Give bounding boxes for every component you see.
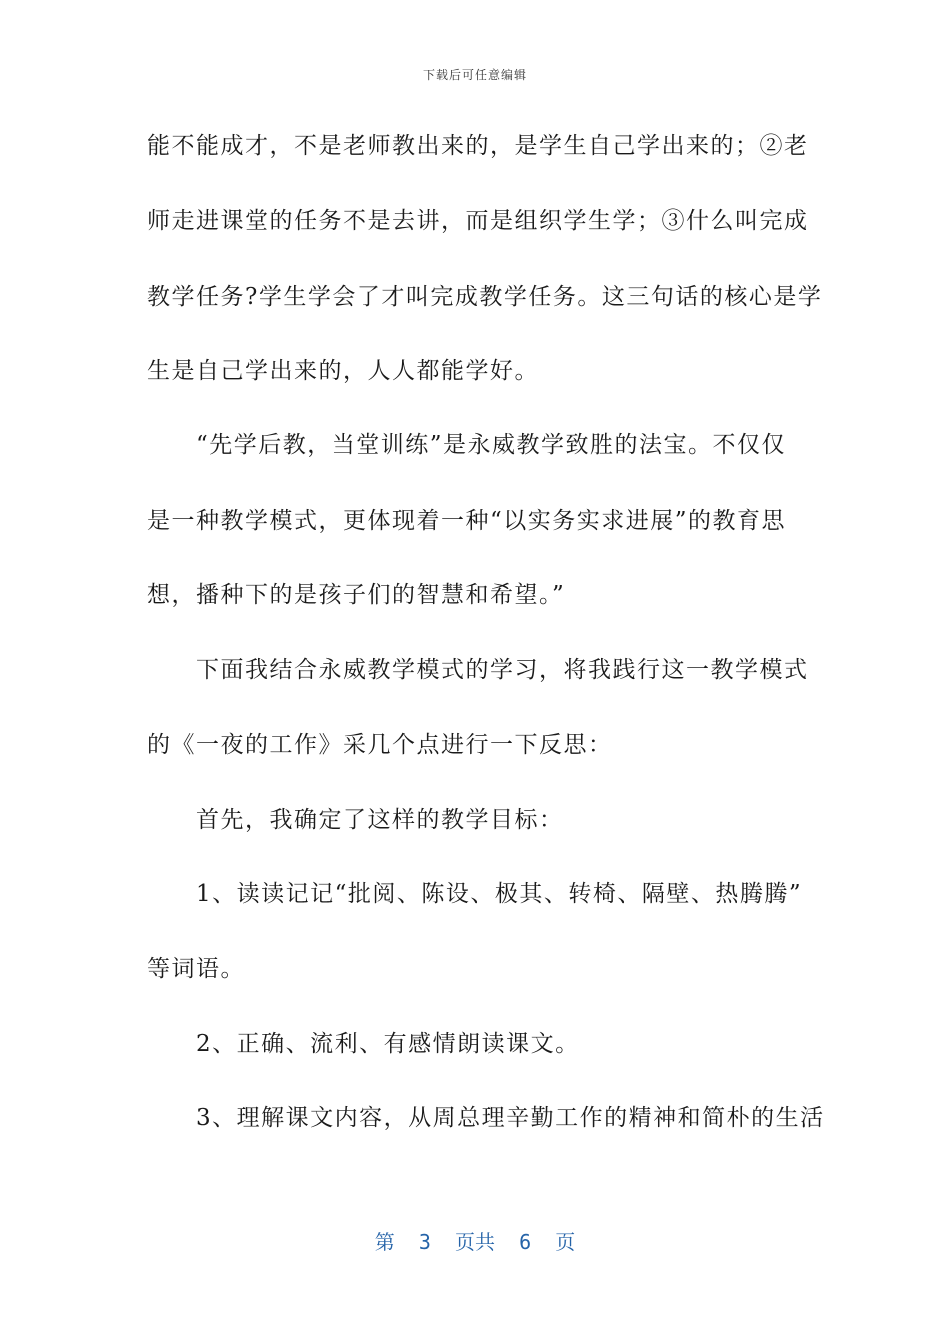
body-line: 3、理解课文内容，从周总理辛勤工作的精神和简朴的生活 [147, 1105, 825, 1131]
page-header-note: 下载后可任意编辑 [422, 68, 527, 82]
body-line: 的《一夜的工作》采几个点进行一下反思： [147, 732, 613, 758]
body-line: 是一种教学模式，更体现着一种“以实务实求进展”的教育思 [147, 508, 787, 534]
body-line: 生是自己学出来的，人人都能学好。 [147, 358, 539, 384]
body-line: 能不能成才，不是老师教出来的，是学生自己学出来的；②老 [147, 133, 809, 159]
body-line: 首先，我确定了这样的教学目标： [147, 807, 564, 833]
body-line: 1、读读记记“批阅、陈设、极其、转椅、隔壁、热腾腾” [147, 881, 803, 907]
body-line: 想，播种下的是孩子们的智慧和希望。” [147, 582, 566, 608]
body-line: 教学任务?学生学会了才叫完成教学任务。这三句话的核心是学 [147, 284, 823, 310]
body-line: 师走进课堂的任务不是去讲，而是组织学生学；③什么叫完成 [147, 208, 809, 234]
body-line: 下面我结合永威教学模式的学习，将我践行这一教学模式 [147, 657, 809, 683]
body-line: 2、正确、流利、有感情朗读课文。 [147, 1031, 580, 1057]
body-line: “先学后教，当堂训练”是永威教学致胜的法宝。不仅仅 [147, 432, 787, 458]
body-line: 等词语。 [147, 956, 245, 982]
page-number-footer: 第 3 页共 6 页 [374, 1230, 576, 1254]
